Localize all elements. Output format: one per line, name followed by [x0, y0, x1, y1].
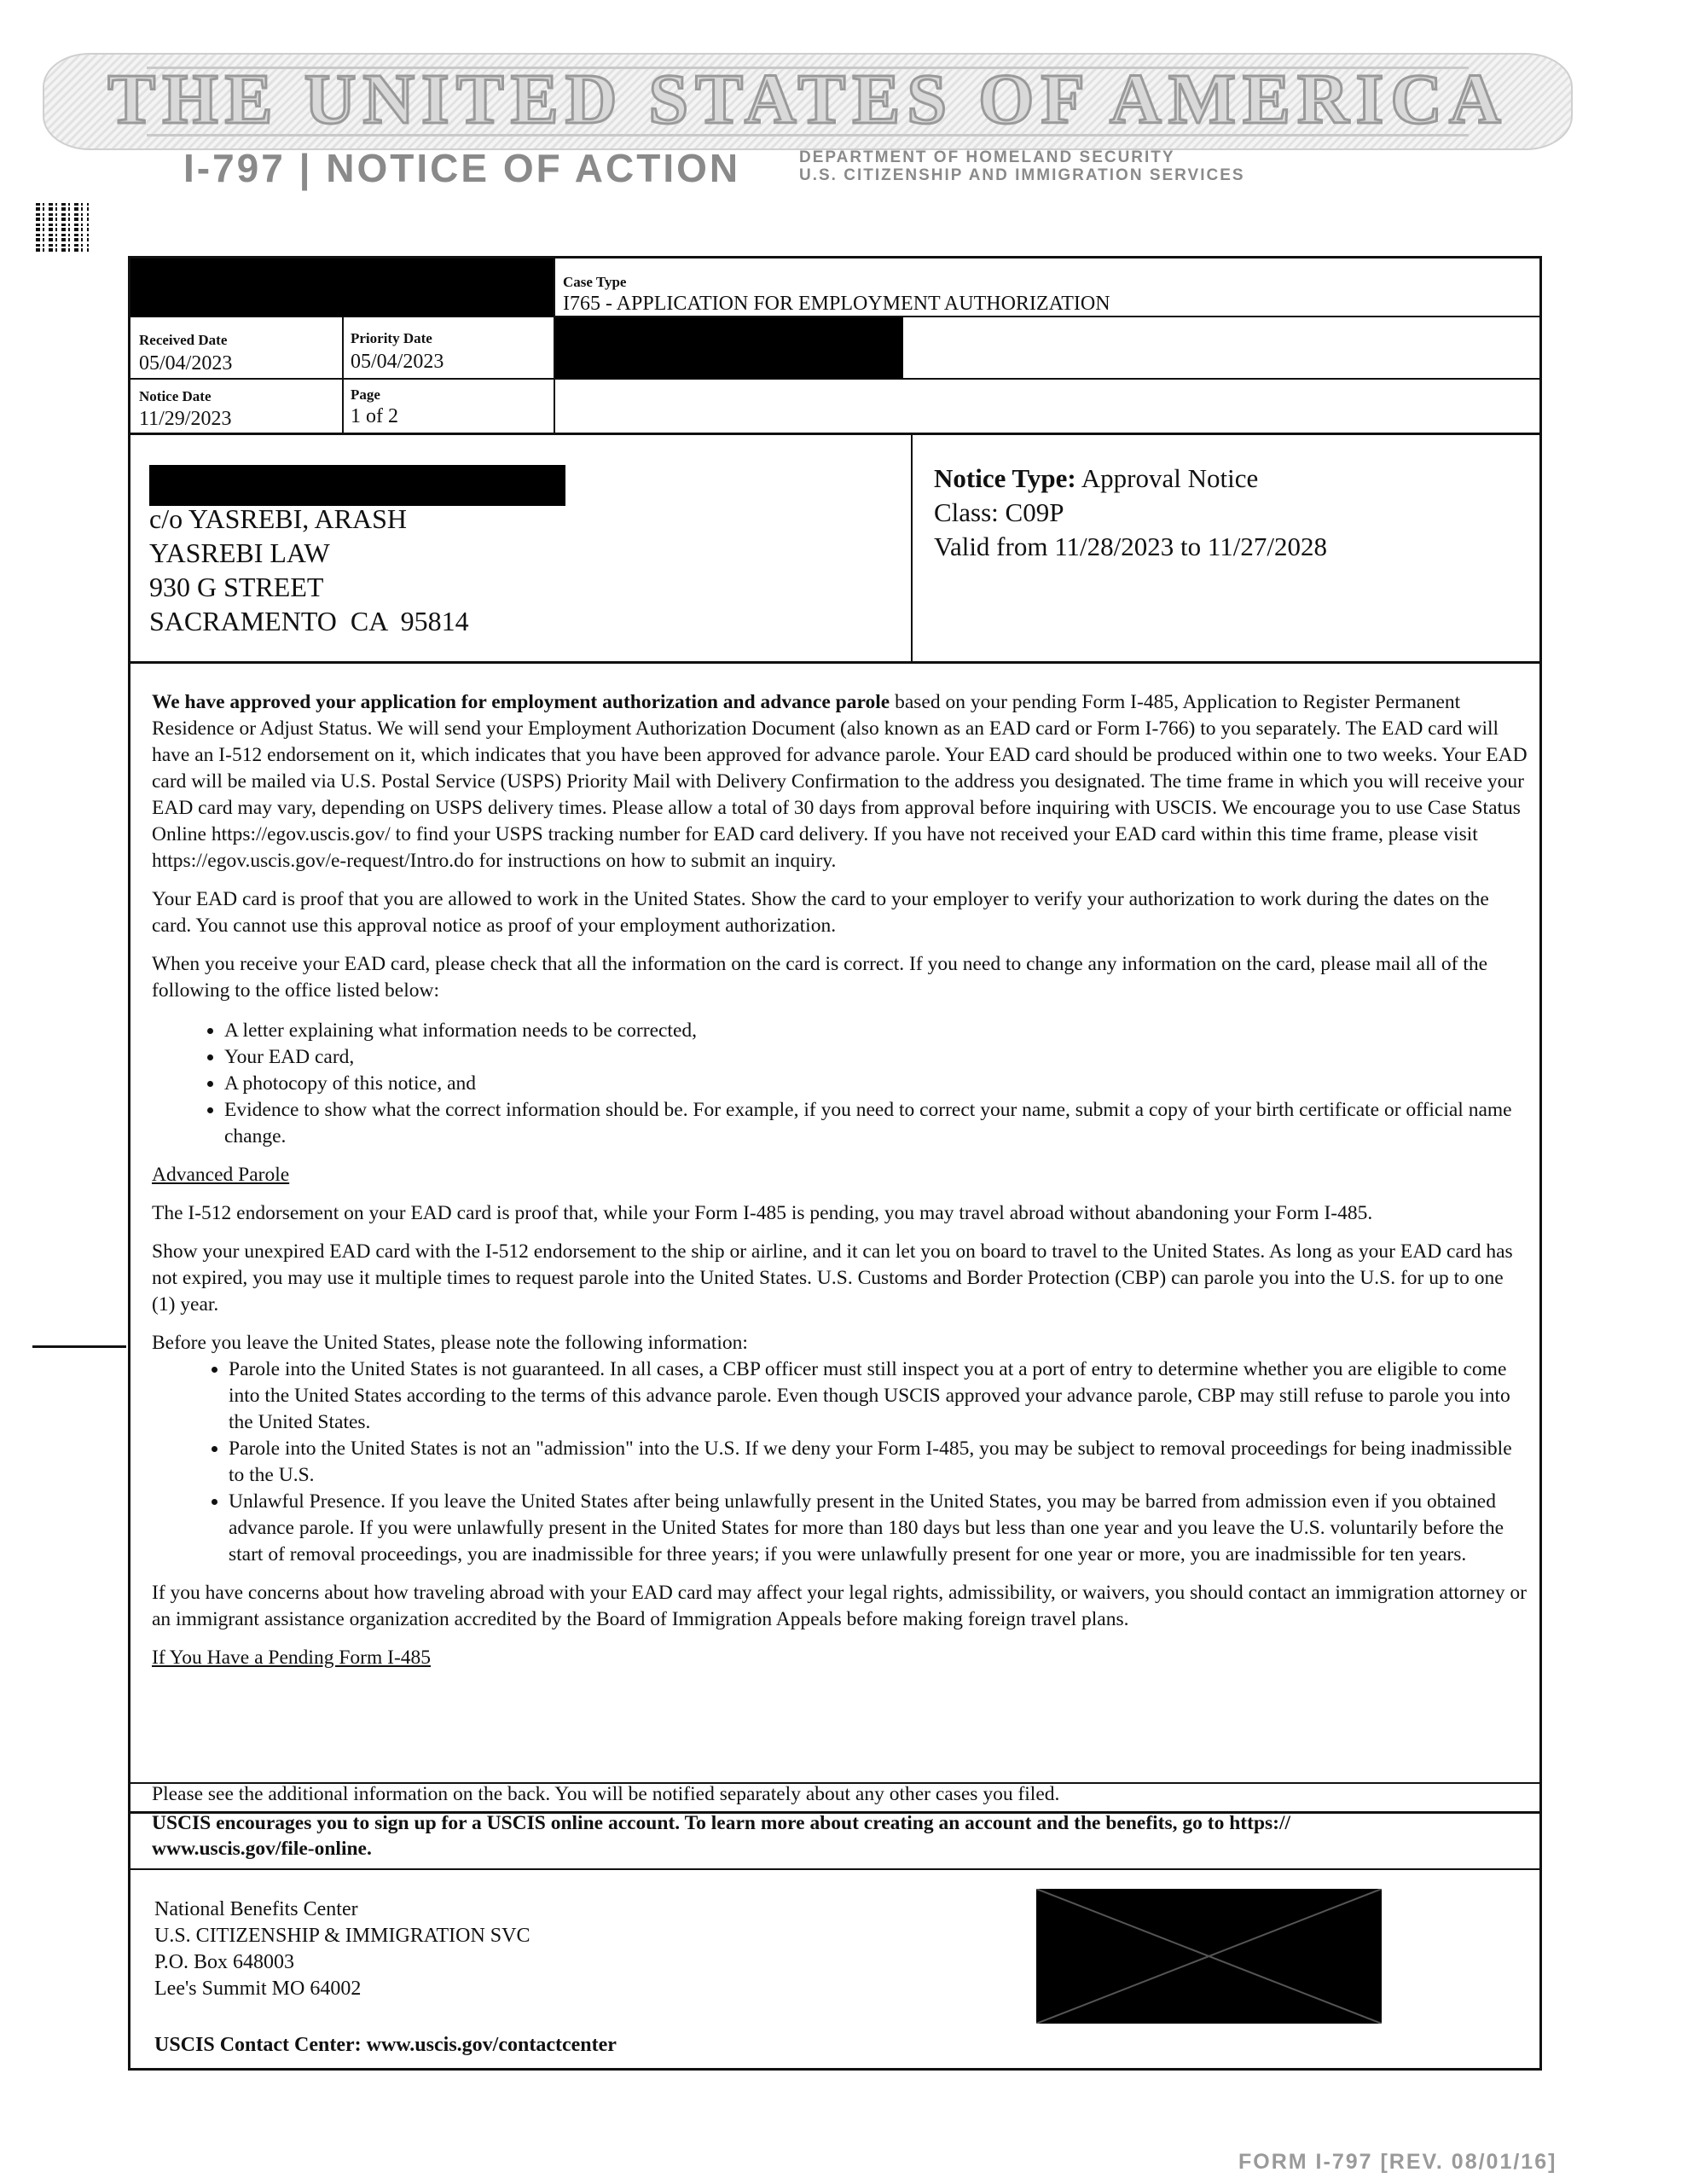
paragraph-travel: Show your unexpired EAD card with the I-512 endorsement to the ship or airline, and it can let you on board to travel to the United States. As long as your EAD card has not expired, you may use it multiple times to request parole into the United States. U.S. Customs and Border Protection (CBP) can parole you into the U.S. for up to one (1) year.: [152, 1240, 1513, 1316]
form-title: I-797 | NOTICE OF ACTION: [183, 146, 741, 190]
list-item: • A letter explaining what information needs to be corrected,: [224, 1018, 1529, 1044]
list-item: • Parole into the United States is not guaranteed. In all cases, a CBP officer must still inspect you at a port of entry to determine whether you are eligible to come into the United States according to the terms of this advance parole. Even though USCIS approved your advance parole, CBP may still refuse to parole you into the United States.: [229, 1356, 1529, 1436]
paragraph-ead-proof: Your EAD card is proof that you are allowed to work in the United States. Show the card to your employer to verify your authorization to work during the dates on the card. You cannot use this approval notice as proof of your employment authorization.: [152, 888, 1489, 937]
heading-pending-i485: If You Have a Pending Form I-485: [152, 1647, 432, 1669]
online-account-line-1: USCIS encourages you to sign up for a USCIS online account. To learn more about creating an account and the benefits, go to https://: [152, 1812, 1291, 1834]
approval-statement: We have approved your application for employment authorization and advance parole: [152, 691, 890, 713]
list-item: • Your EAD card,: [224, 1044, 1529, 1071]
paragraph-i512: The I-512 endorsement on your EAD card is proof that, while your Form I-485 is pending, you may travel abroad without abandoning your Form I-485.: [152, 1202, 1373, 1224]
office-line-3: P.O. Box 648003: [154, 1951, 295, 1973]
qr-code-icon: [36, 200, 89, 252]
notice-body: [152, 689, 1529, 1683]
page-value: 1 of 2: [351, 405, 398, 427]
department-line-1: DEPARTMENT OF HOMELAND SECURITY: [799, 148, 1175, 166]
redacted-name: [149, 465, 565, 506]
mailing-address: [149, 502, 469, 638]
corrections-list: [152, 1018, 1529, 1150]
grid-line: [130, 661, 1542, 664]
received-date-label: Received Date: [139, 332, 228, 348]
case-type-value: I765 - APPLICATION FOR EMPLOYMENT AUTHORIZATION: [563, 293, 1110, 315]
list-item: • A photocopy of this notice, and: [224, 1071, 1529, 1097]
address-line-2: YASREBI LAW: [149, 537, 330, 568]
notice-date-label: Notice Date: [139, 388, 212, 404]
margin-mark: [32, 1345, 126, 1348]
department-line-2: U.S. CITIZENSHIP AND IMMIGRATION SERVICES: [799, 166, 1245, 184]
notice-details: [934, 462, 1327, 564]
priority-date-label: Priority Date: [351, 330, 432, 346]
address-line-4: SACRAMENTO CA 95814: [149, 606, 469, 636]
priority-date-value: 05/04/2023: [351, 351, 444, 373]
grid-line: [911, 433, 913, 662]
paragraph-approval: [152, 689, 1529, 874]
contact-center: USCIS Contact Center: www.uscis.gov/contactcenter: [154, 2034, 617, 2056]
notice-type-line: [934, 462, 1327, 496]
address-line-3: 930 G STREET: [149, 572, 324, 602]
list-item: • Parole into the United States is not an "admission" into the U.S. If we deny your Form I-485, you may be subject to removal proceedings for being inadmissible to the U.S.: [229, 1436, 1529, 1489]
heading-advanced-parole: Advanced Parole: [152, 1164, 290, 1186]
notice-type-value: Approval Notice: [1081, 463, 1259, 493]
office-line-4: Lee's Summit MO 64002: [154, 1978, 362, 2000]
class-line: Class: C09P: [934, 497, 1064, 527]
parole-notes-list: [152, 1356, 1529, 1568]
office-line-2: U.S. CITIZENSHIP & IMMIGRATION SVC: [154, 1925, 530, 1947]
redacted-block: [130, 258, 554, 317]
grid-line: [130, 1868, 1542, 1870]
redacted-signature: [1036, 1889, 1382, 2024]
grid-line: [342, 316, 344, 433]
notice-date-value: 11/29/2023: [139, 408, 232, 430]
paragraph-corrections: When you receive your EAD card, please check that all the information on the card is correct. If you need to change any information on the card, please mail all of the following to the office listed below:: [152, 953, 1488, 1002]
back-note: Please see the additional information on the back. You will be notified separately about any other cases you filed.: [152, 1783, 1060, 1805]
banner-title: THE UNITED STATES OF AMERICA: [107, 60, 1508, 139]
paragraph-before-leaving: Before you leave the United States, please note the following information:: [152, 1332, 748, 1354]
address-line-1: c/o YASREBI, ARASH: [149, 503, 407, 534]
redacted-block: [555, 317, 903, 379]
paragraph-legal-advice: If you have concerns about how traveling abroad with your EAD card may affect your legal rights, admissibility, or waivers, you should contact an immigration attorney or an immigrant assistance organization accredited by the Board of Immigration Appeals before making foreign travel plans.: [152, 1582, 1527, 1630]
received-date-value: 05/04/2023: [139, 352, 233, 375]
approval-details: based on your pending Form I-485, Application to Register Permanent Residence or Adjust Status. We will send your Employment Authorization Document (also known as an EAD card or Form I-766) to you separately. The EAD card will have an I-512 endorsement on it, which indicates that you have been approved for advance parole. Your EAD card should be produced within one to two weeks. Your EAD card will be mailed via U.S. Postal Service (USPS) Priority Mail with Delivery Confirmation to the address you designated. The time frame in which you will receive your EAD card may vary, depending on USPS delivery times. Please allow a total of 30 days from approval before inquiring with USCIS. We encourage you to use Case Status Online https://egov.uscis.gov/ to find your USPS tracking number for EAD card delivery. If you have not received your EAD card within this time frame, please visit https://egov.uscis.gov/e-request/Intro.do for instructions on how to submit an inquiry.: [152, 691, 1528, 872]
government-banner: [43, 53, 1573, 150]
office-line-1: National Benefits Center: [154, 1898, 358, 1920]
department-name: [799, 148, 1245, 184]
form-number: FORM I-797 [REV. 08/01/16]: [1238, 2150, 1557, 2174]
valid-dates-line: Valid from 11/28/2023 to 11/27/2028: [934, 531, 1327, 561]
list-item: • Evidence to show what the correct information should be. For example, if you need to correct your name, submit a copy of your birth certificate or official name change.: [224, 1097, 1529, 1150]
case-type-label: Case Type: [563, 274, 627, 290]
notice-type-label: Notice Type:: [934, 463, 1076, 493]
online-account-line-2: www.uscis.gov/file-online.: [152, 1838, 372, 1860]
redaction-cross-icon: [1036, 1889, 1382, 2024]
office-address: [154, 1896, 530, 2002]
list-item: • Unlawful Presence. If you leave the United States after being unlawfully present in the United States, you may be barred from admission even if you obtained advance parole. If you were unlawfully present in the United States for more than 180 days but less than one year and you leave the U.S. voluntarily before the start of removal proceedings, you are inadmissible for three years; if you were unlawfully present for one year or more, you are inadmissible for ten years.: [229, 1489, 1529, 1568]
page-label: Page: [351, 386, 380, 403]
